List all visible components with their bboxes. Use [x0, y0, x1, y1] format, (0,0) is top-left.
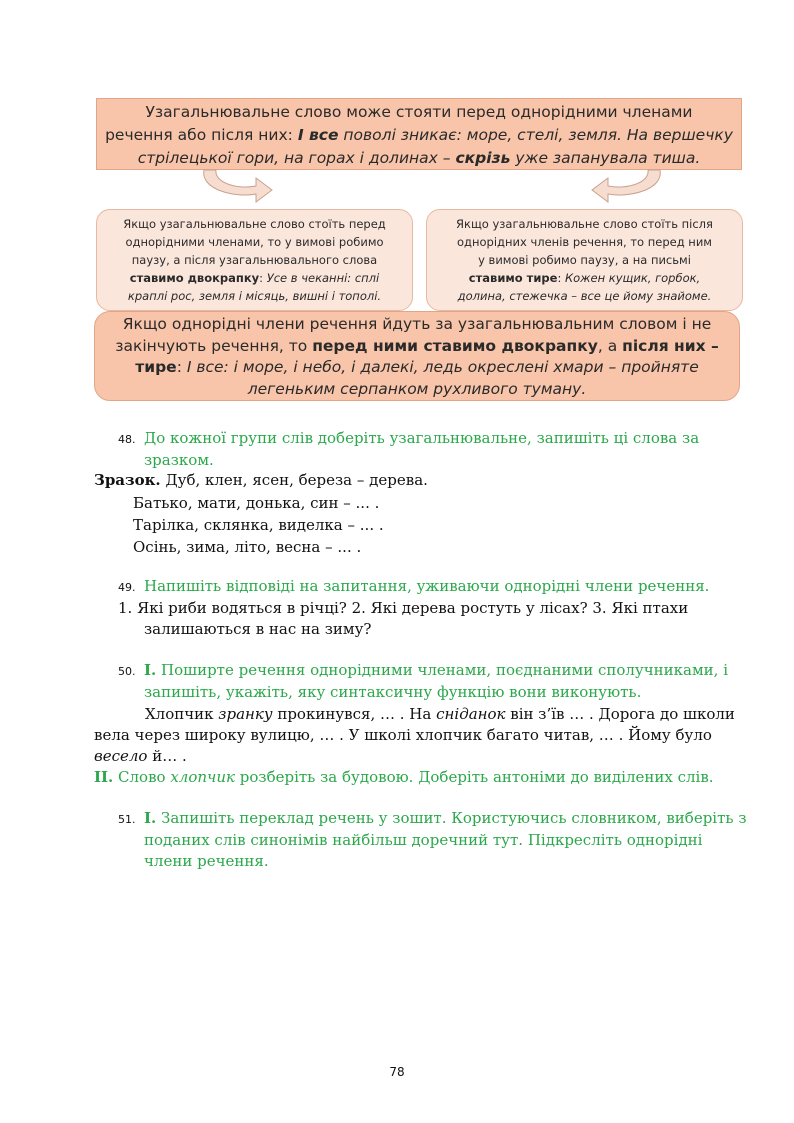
exercise-50-task-2: ІІ. Слово хлопчик розберіть за будовою. Доберіть антоніми до виділених слів.	[94, 768, 714, 786]
exercise-number: 49.	[118, 581, 136, 594]
rule-box-word-before: Якщо узагальнювальне слово стоїть перед однорідними членами, то у вимові робимо паузу, а після узагальнювального слова ставимо двокрапку: Усе в чеканні: сплі краплі рос, земля і місяць, вишні і тополі.	[96, 209, 413, 311]
exercise-number: 51.	[118, 813, 136, 826]
rule-line-2: речення або після них: І все поволі зникає: море, стелі, земля. На вершечку	[105, 126, 733, 144]
rule-box-generalizing-word	[96, 98, 742, 170]
exercise-50-text-line-3: весело й… .	[94, 747, 187, 765]
curved-arrow-left-icon	[196, 168, 276, 210]
exercise-49-task: 49. Напишіть відповіді на запитання, уживаючи однорідні члени речення.	[118, 576, 754, 598]
list-item: Тарілка, склянка, виделка – ... .	[133, 516, 384, 534]
exercise-number: 48.	[118, 433, 136, 446]
exercise-50-text-line-2: вела через широку вулицю, … . У школі хлопчик багато читав, … . Йому було	[94, 726, 712, 744]
page-number: 78	[389, 1065, 405, 1079]
list-item: Осінь, зима, літо, весна – ... .	[133, 538, 362, 556]
rule-box-word-after: Якщо узагальнювальне слово стоїть після однорідних членів речення, то перед ним у вимові робимо паузу, а на письмі ставимо тире: Кожен кущик, горбок, долина, стежечка – все це йому знайоме.	[426, 209, 743, 311]
rule-line-3: стрілецької гори, на горах і долинах – скрізь уже запанувала тиша.	[137, 149, 701, 167]
exercise-51-task: 51. І. Запишіть переклад речень у зошит. Користуючись словником, виберіть з поданих слів синонімів найбільш доречний тут. Підкресліть однорідні члени речення.	[118, 809, 747, 870]
exercise-48-task: 48. До кожної групи слів доберіть узагальнювальне, запишіть ці слова за зразком.	[118, 429, 700, 469]
exercise-50-text-line-1: Хлопчик зранку прокинувся, … . На сніданок він з’їв … . Дорога до школи	[145, 705, 735, 723]
list-item: Батько, мати, донька, син – ... .	[133, 494, 380, 512]
rule-line-1: Узагальнювальне слово може стояти перед однорідними членами	[145, 103, 693, 121]
curved-arrow-right-icon	[588, 168, 668, 210]
exercise-number: 50.	[118, 665, 136, 678]
exercise-48-sample: Зразок. Дуб, клен, ясен, береза – дерева.	[94, 471, 428, 489]
exercise-50-task: 50. І. Поширте речення однорідними членами, поєднаними сполучниками, і запишіть, укажіть, яку синтаксичну функцію вони виконують.	[118, 661, 728, 701]
exercise-49-questions: 1. Які риби водяться в річці? 2. Які дерева ростуть у лісах? 3. Які птахи залишаються в нас на зиму?	[118, 599, 689, 638]
rule-box-colon-and-dash: Якщо однорідні члени речення йдуть за узагальнювальним словом і не закінчують речення, то перед ними ставимо двокрапку, а після них – тире: І все: і море, і небо, і далекі, ледь окреслені хмари – пройняте легеньким серпанком рухливого туману.	[94, 311, 740, 401]
